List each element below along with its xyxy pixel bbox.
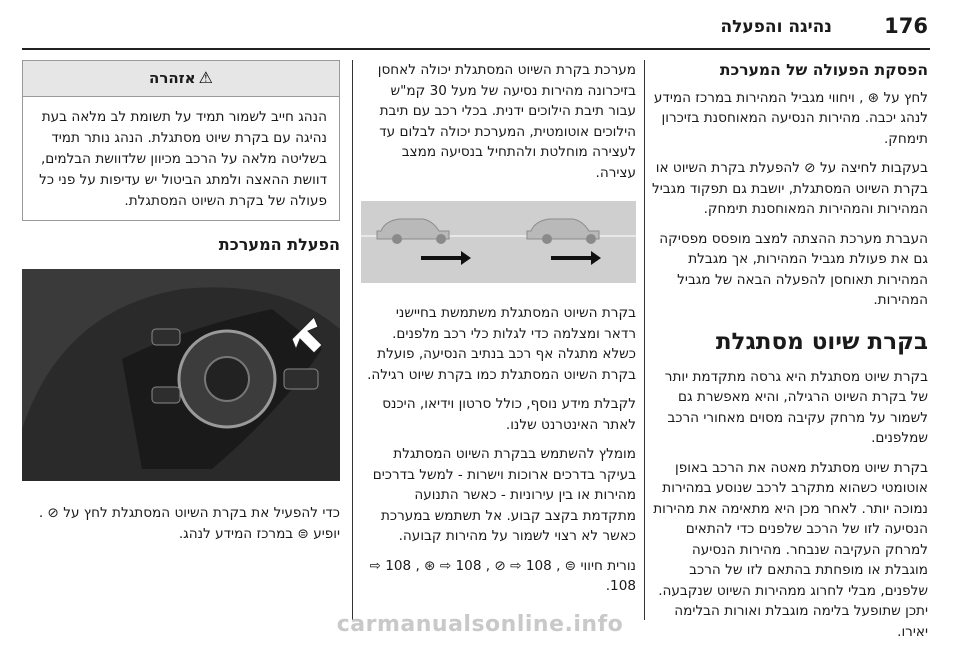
figure-caption: כדי להפעיל את בקרת השיוט המסתגלת לחץ על ⊘ . יופיע ⊜ במרכז המידע לנהג. [38, 505, 340, 542]
page-number: 176 [884, 14, 928, 38]
section-title-acc: בקרת שיוט מסתגלת [715, 328, 928, 355]
watermark: carmanualsonline.info [336, 612, 624, 637]
warning-header [23, 61, 339, 97]
chapter-title: נהיגה והפעלה [720, 17, 832, 37]
page-header [22, 12, 930, 50]
road-cars-icon [361, 201, 636, 283]
column-divider [352, 60, 353, 620]
column-left [22, 60, 340, 553]
paragraph: מערכת בקרת השיוט המסתגלת יכולה לאחסן בזיכרונה מהירות נסיעה של מעל 30 קמ"ש עבור תיבת הילוכים ידנית. בכלי רכב עם תיבת הילוכים אוטומטית, המערכת יכולה לבלום עד לעצירה מוחלטת ולהתחיל בנסיעה ממצב עצירה. [377, 62, 636, 181]
warning-box [22, 60, 340, 221]
road-illustration [361, 201, 636, 283]
paragraph: נורית חיווי ⊜ , 108 ⇨ ⊘ , 108 ⇨ ⊛ , 108 ⇨ 108. [369, 557, 636, 594]
paragraph: בקרת שיוט מסתגלת היא גרסה מתקדמת יותר של בקרת השיוט הרגילה, והיא מאפשרת גם לשמור על מרחק עקיבה מסוים מאחורי הרכב שמלפנים. [664, 368, 928, 446]
paragraph: לחץ על ⊛ , ויחווי מגביל המהירות במרכז המידע לנהג יכבה. מהירות הנסיעה המאוחסנת בזיכרון תימחק. [653, 89, 928, 147]
column-divider [644, 60, 645, 620]
paragraph: בקרת השיוט המסתגלת משתמשת בחיישני רדאר ומצלמה כדי לגלות כלי רכב מלפנים. כשלא מתגלה אף רכב בנתיב הנסיעה, פועלת בקרת השיוט המסתגלת כמו בקרת שיוט רגילה. [367, 305, 636, 383]
column-right [652, 60, 928, 651]
heading-disable-system: הפסקת הפעולה של המערכת [719, 61, 928, 79]
paragraph: בעקבות לחיצה על ⊘ להפעלת בקרת השיוט או בקרת השיוט המסתגלת, יושבת גם תפקוד מגביל המהירות והמהירות המאוחסנת תימחק. [651, 160, 928, 217]
paragraph: לקבלת מידע נוסף, כולל סרטון וידיאו, היכנס לאתר האינטרנט שלנו. [382, 396, 636, 433]
steering-wheel-controls-icon [22, 269, 340, 481]
paragraph: מומלץ להשתמש בבקרת השיוט המסתגלת בעיקר בדרכים ארוכות וישרות - למשל בדרכים מהירות או בין עירוניות - כאשר התנועה מתקדמת בקצב קבוע. אל תשתמש במערכת כאשר לא רצוי לשמור על מהירות קבועה. [372, 446, 636, 544]
warning-title: אזהרה [149, 69, 196, 87]
section-heading-activate: הפעלת המערכת [218, 234, 340, 254]
steering-wheel-photo [22, 269, 340, 481]
column-middle [361, 60, 636, 606]
warning-triangle-icon: ⚠ [198, 68, 213, 87]
paragraph: העברת מערכת ההצתה למצב מופסס מפסיקה גם את פעולת מגביל המהירות, אך מגבלת המהירות תאוחסן להפעלה הבאה של מגביל המהירות. [659, 230, 928, 308]
paragraph: בקרת שיוט מסתגלת מאטה את הרכב באופן אוטומטי כשהוא מתקרב לרכב שנוסע במהירות נמוכה יותר. לאחר מכן היא מתאימה את מהירות הנסיעה לזו של הרכב שלפנים כדי להתאים למרחק העקיבה שנבחר. מהירות הנסיעה מוגבלת או מופחתת בהתאם לזו של הרכב שלפנים, מבלי לחרוג ממהירות השיוט שנקבעה. יתכן שתופעל בלימה מוגבלת ואורות הבלימה יאירו. [653, 459, 928, 640]
warning-text: הנהג חייב לשמור תמיד על תשומת לב מלאה בעת נהיגה עם בקרת שיוט מסתגלת. הנהג נותר תמיד בשליטה מלאה על הרכב מכיוון שלדוושת הבלמים, דוושת ההאצה ולמתג הביטול יש עדיפות על פני כל פעולה של בקרת השיוט המסתגלת. [39, 108, 327, 209]
